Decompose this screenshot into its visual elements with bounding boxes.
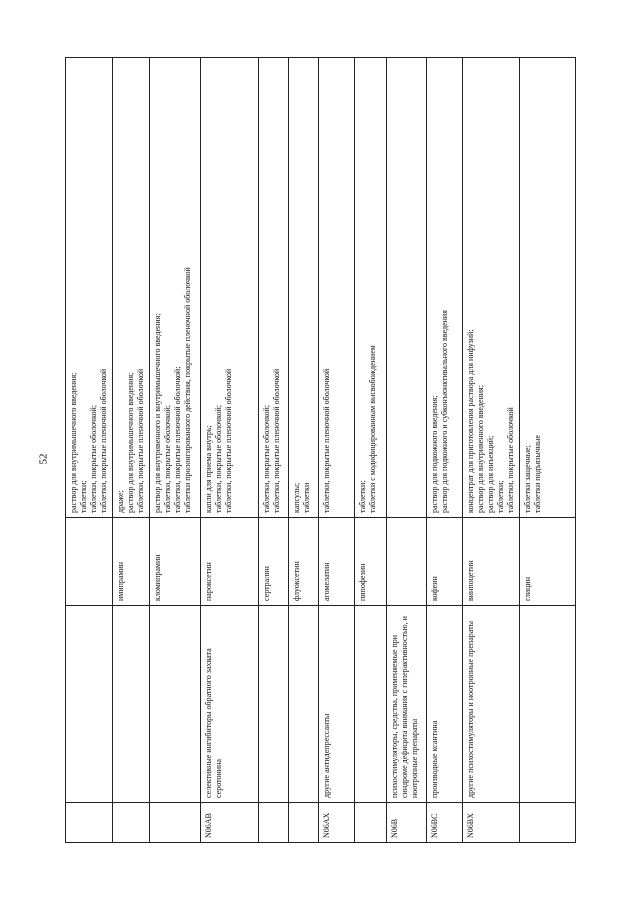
table-row (387, 58, 427, 843)
table-row (289, 58, 319, 843)
dosage-forms-cell (355, 58, 387, 518)
group-cell: производные ксантина (427, 606, 463, 803)
dosage-forms-cell (319, 58, 355, 518)
dosage-form-line: таблетки, покрытые пленочной оболочкой; (173, 366, 182, 513)
drug-name-cell (66, 518, 113, 606)
atc-code-cell (520, 803, 576, 843)
dosage-forms-cell (427, 58, 463, 518)
drug-name-cell: агомелатин (319, 518, 355, 606)
dosage-form-line: таблетки, покрытые пленочной оболочкой (99, 368, 108, 513)
drug-name-cell: винпоцетин (463, 518, 520, 606)
group-cell (259, 606, 289, 803)
dosage-form-line: концентрат для приготовления раствора для инфузий; (466, 329, 475, 513)
atc-code-cell: N06BX (463, 803, 520, 843)
drug-name-cell: кофеин (427, 518, 463, 606)
drug-name-cell (387, 518, 427, 606)
drug-name-cell: глицин (520, 518, 576, 606)
group-cell (150, 606, 201, 803)
dosage-form-line: раствор для подкожного и субконъюнктивального введения (440, 310, 449, 513)
table-row (113, 58, 150, 843)
page-number: 52 (37, 453, 50, 465)
dosage-forms-cell (66, 58, 113, 518)
dosage-form-line: раствор для подкожного введения; (430, 395, 439, 513)
group-cell: психостимуляторы, средства, применяемые при синдроме дефицита внимания с гиперактивностью, и ноотропные препараты (387, 606, 427, 803)
group-cell (355, 606, 387, 803)
group-cell: другие антидепрессанты (319, 606, 355, 803)
table-row (259, 58, 289, 843)
dosage-form-line: таблетки, покрытые оболочкой; (262, 405, 271, 513)
atc-code-cell (259, 803, 289, 843)
atc-code-cell (355, 803, 387, 843)
atc-code-cell (113, 803, 150, 843)
atc-code-cell: N06AB (201, 803, 259, 843)
dosage-form-line: капли для приема внутрь; (204, 425, 213, 513)
dosage-form-line: таблетки, покрытые пленочной оболочкой (224, 368, 233, 513)
dosage-form-line: раствор для внутривенного введения; (476, 385, 485, 513)
dosage-form-line: таблетки, покрытые оболочкой; (214, 405, 223, 513)
group-cell (113, 606, 150, 803)
dosage-form-line: таблетки, покрытые пленочной оболочкой (322, 368, 331, 513)
atc-code-cell (289, 803, 319, 843)
atc-code-cell: N06B (387, 803, 427, 843)
table-row (66, 58, 113, 843)
drug-table-container (65, 58, 569, 843)
dosage-form-line: таблетки, покрытые оболочкой (506, 407, 515, 513)
drug-table (65, 57, 576, 843)
dosage-form-line: таблетки (302, 482, 311, 513)
group-cell (66, 606, 113, 803)
dosage-forms-cell (201, 58, 259, 518)
group-cell (289, 606, 319, 803)
dosage-form-line: таблетки пролонгированного действия, покрытые пленочной оболочкой (183, 267, 192, 513)
dosage-form-line: таблетки; (496, 480, 505, 513)
drug-name-cell: пипофезин (355, 518, 387, 606)
dosage-form-line: таблетки, покрытые оболочкой; (163, 405, 172, 513)
drug-name-cell: сертралин (259, 518, 289, 606)
group-cell (520, 606, 576, 803)
table-row (427, 58, 463, 843)
dosage-forms-cell (387, 58, 427, 518)
atc-code-cell: N06AX (319, 803, 355, 843)
drug-name-cell: флуоксетин (289, 518, 319, 606)
dosage-form-line: таблетки, покрытые пленочной оболочкой (272, 368, 281, 513)
atc-code-cell (66, 803, 113, 843)
dosage-form-line: таблетки подъязычные (533, 435, 542, 513)
drug-name-cell: пароксетин (201, 518, 259, 606)
dosage-form-line: драже; (116, 490, 125, 513)
group-cell: другие психостимуляторы и ноотропные препараты (463, 606, 520, 803)
dosage-form-line: таблетки защечные; (523, 445, 532, 513)
table-row (319, 58, 355, 843)
dosage-forms-cell (150, 58, 201, 518)
dosage-form-line: раствор для внутримышечного введения; (69, 372, 78, 513)
dosage-forms-cell (520, 58, 576, 518)
dosage-forms-cell (259, 58, 289, 518)
table-row (520, 58, 576, 843)
dosage-form-line: таблетки, покрытые оболочкой; (89, 405, 98, 513)
atc-code-cell: N06BC (427, 803, 463, 843)
dosage-forms-cell (289, 58, 319, 518)
dosage-forms-cell (113, 58, 150, 518)
dosage-form-line: капсулы; (292, 482, 301, 513)
dosage-forms-cell (463, 58, 520, 518)
dosage-form-line: раствор для внутримышечного введения; (126, 372, 135, 513)
atc-code-cell (150, 803, 201, 843)
table-row (201, 58, 259, 843)
dosage-form-line: таблетки, покрытые пленочной оболочкой (136, 368, 145, 513)
table-row (463, 58, 520, 843)
dosage-form-line: раствор для внутривенного и внутримышечного введения; (153, 313, 162, 513)
dosage-form-line: таблетки с модифицированным высвобождением (368, 345, 377, 513)
group-cell: селективные ингибиторы обратного захвата серотонина (201, 606, 259, 803)
dosage-form-line: раствор для инъекций; (486, 435, 495, 513)
table-row (150, 58, 201, 843)
drug-name-cell: имипрамин (113, 518, 150, 606)
drug-name-cell: кломипрамин (150, 518, 201, 606)
dosage-form-line: таблетки; (358, 480, 367, 513)
table-row (355, 58, 387, 843)
dosage-form-line: таблетки; (79, 480, 88, 513)
